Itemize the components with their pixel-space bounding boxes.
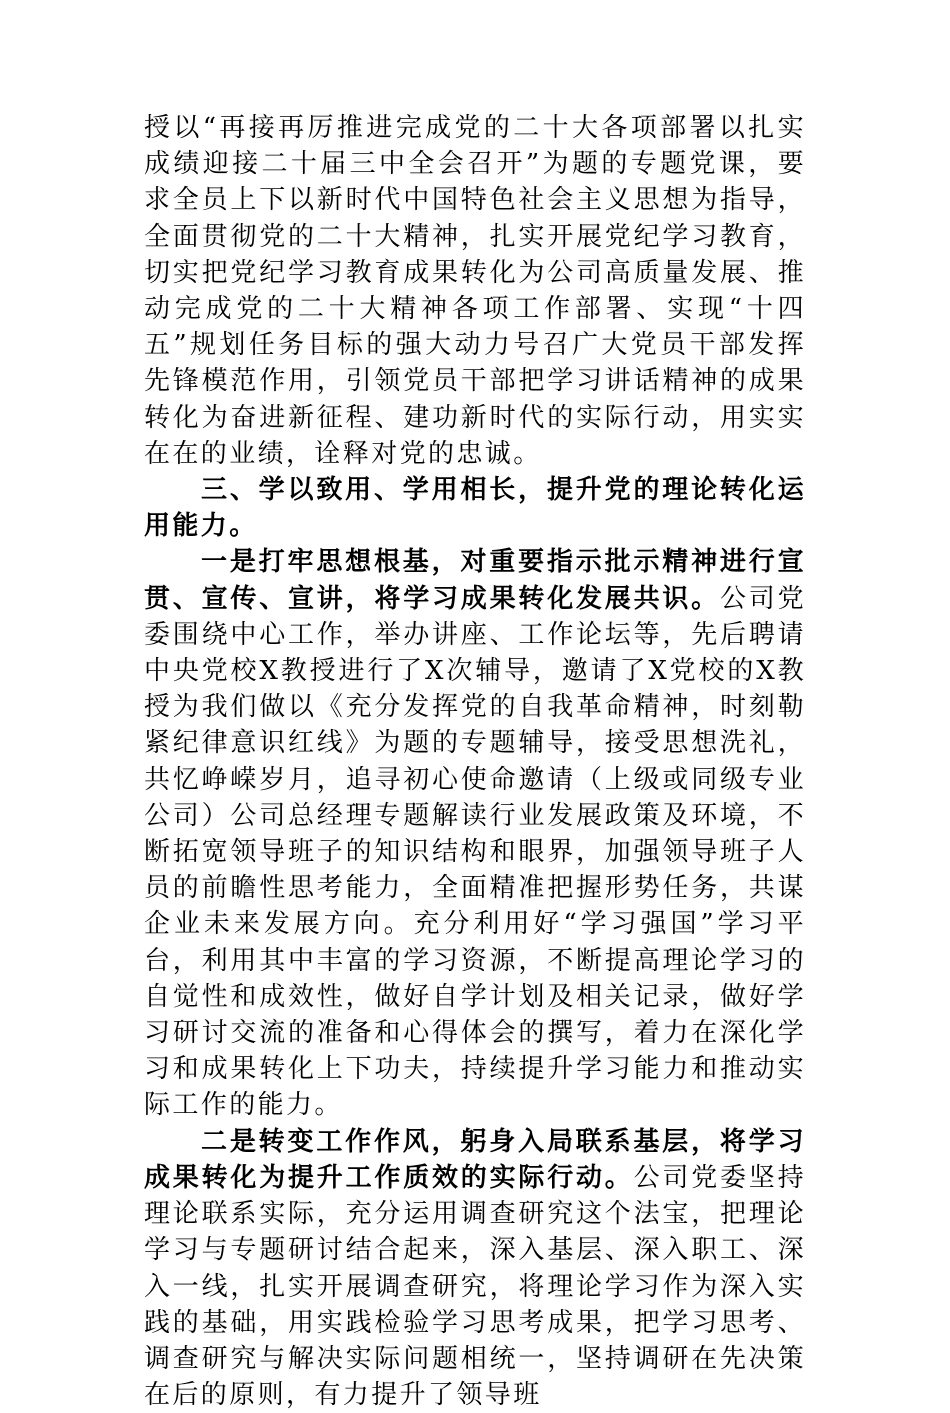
paragraph-thought-foundation: [144, 544, 806, 1123]
section-heading-3: 三、学以致用、学用相长，提升党的理论转化运用能力。: [144, 475, 806, 542]
paragraph-body-2: 公司党委坚持理论联系实际，充分运用调查研究这个法宝，把理论学习与专题研讨结合起来，深入基层、深入职工、深入一线，扎实开展调查研究，将理论学习作为深入实践的基础，用实践检验学习思考成果，把学习思考、调查研究与解决实际问题相统一，坚持调研在先决策在后的原则，有力提升了领导班: [144, 1162, 806, 1411]
paragraph-lead-2: 二是转变工作作风，躬身入局联系基层，将学习成果转化为提升工作质效的实际行动。: [144, 1126, 806, 1193]
paragraph-body-1: 公司党委围绕中心工作，举办讲座、工作论坛等，先后聘请中央党校X教授进行了X次辅导，邀请了X党校的X教授为我们做以《充分发挥党的自我革命精神，时刻勒紧纪律意识红线》为题的专题辅导，接受思想洗礼，共忆峥嵘岁月，追寻初心使命邀请（上级或同级专业公司）公司总经理专题解读行业发展政策及环境，不断拓宽领导班子的知识结构和眼界，加强领导班子人员的前瞻性思考能力，全面精准把握形势任务，共谋企业未来发展方向。充分利用好“学习强国”学习平台，利用其中丰富的学习资源，不断提高理论学习的自觉性和成效性，做好自学计划及相关记录，做好学习研讨交流的准备和心得体会的撰写，着力在深化学习和成果转化上下功夫，持续提升学习能力和推动实际工作的能力。: [144, 583, 806, 1121]
document-page: [144, 110, 806, 1413]
paragraph-party-lecture: 授以“再接再厉推进完成党的二十大各项部署以扎实成绩迎接二十届三中全会召开”为题的专题党课，要求全员上下以新时代中国特色社会主义思想为指导，全面贯彻党的二十大精神，扎实开展党纪学习教育，切实把党纪学习教育成果转化为公司高质量发展、推动完成党的二十大精神各项工作部署、实现“十四五”规划任务目标的强大动力号召广大党员干部发挥先锋模范作用，引领党员干部把学习讲话精神的成果转化为奋进新征程、建功新时代的实际行动，用实实在在的业绩，诠释对党的忠诚。: [144, 113, 806, 469]
paragraph-work-style: [144, 1124, 806, 1413]
paragraph-lead-1: 一是打牢思想根基，对重要指示批示精神进行宣贯、宣传、宣讲，将学习成果转化发展共识。: [144, 547, 806, 614]
